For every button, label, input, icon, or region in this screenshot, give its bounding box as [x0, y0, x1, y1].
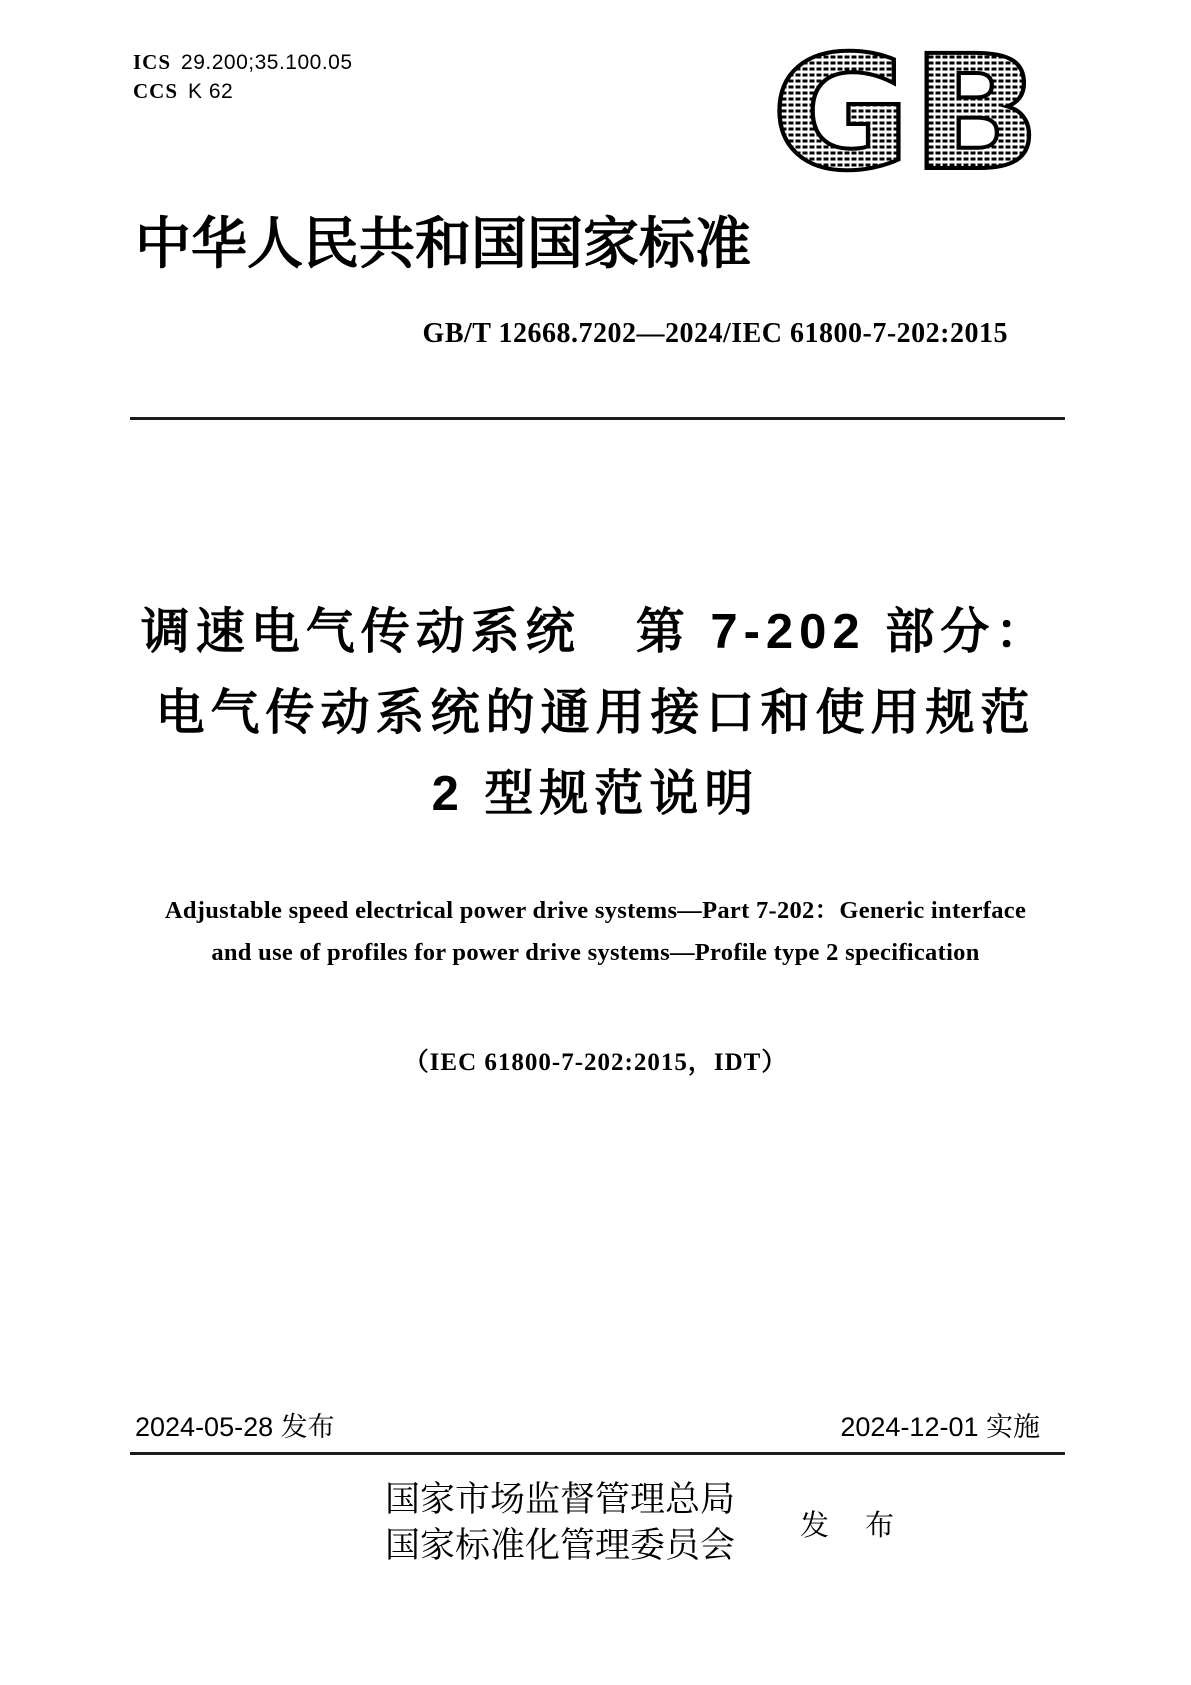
- classification-block: [133, 48, 353, 106]
- gb-logo-text: GB: [771, 42, 1041, 184]
- issued-by-label: 发 布: [800, 1510, 909, 1542]
- implementation-date: 2024-12-01 实施: [840, 1412, 1040, 1442]
- header-divider-rule: [130, 417, 1065, 420]
- english-title: [0, 890, 1191, 974]
- chinese-title-line1: 调速电气传动系统 第 7-202 部分：: [140, 605, 1051, 659]
- standard-number: GB/T 12668.7202—2024/IEC 61800-7-202:2015: [422, 318, 1008, 349]
- english-title-line1: Adjustable speed electrical power drive systems—Part 7-202：Generic interface: [164, 897, 1027, 924]
- issuer-line2: 国家标准化管理委员会: [385, 1526, 736, 1565]
- ccs-line: [133, 77, 353, 106]
- national-standard-heading: 中华人民共和国国家标准: [135, 214, 751, 276]
- english-title-line2: and use of profiles for power drive systems—Profile type 2 specification: [211, 939, 980, 966]
- ics-value: 29.200;35.100.05: [181, 51, 353, 74]
- chinese-title-line3: 2 型规范说明: [431, 767, 760, 821]
- ccs-label: CCS: [133, 79, 179, 103]
- chinese-title-line2: 电气传动系统的通用接口和使用规范: [155, 686, 1036, 740]
- footer-divider-rule: [130, 1452, 1065, 1455]
- gb-standard-logo: [760, 42, 1048, 184]
- ccs-value: K 62: [188, 80, 234, 103]
- chinese-title: [0, 592, 1191, 835]
- issue-date: 2024-05-28 发布: [135, 1412, 335, 1442]
- ics-line: [133, 48, 353, 77]
- issuer-line1: 国家市场监督管理总局: [385, 1480, 736, 1519]
- ics-label: ICS: [133, 50, 172, 74]
- idt-equivalence-note: （IEC 61800-7-202:2015，IDT）: [403, 1049, 788, 1076]
- issuing-bodies: [385, 1477, 767, 1569]
